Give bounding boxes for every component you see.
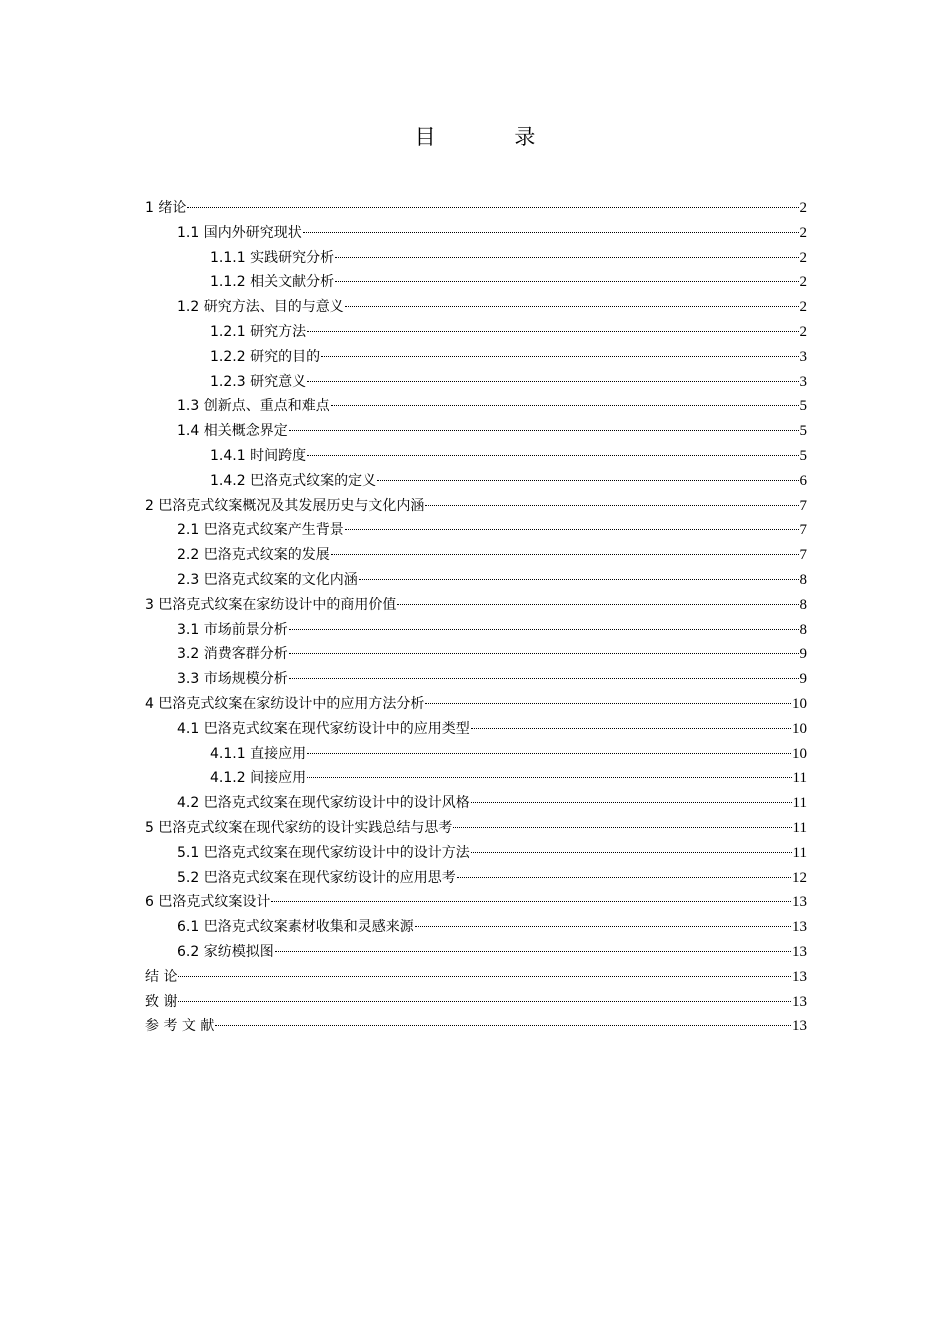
toc-page-number: 10 bbox=[792, 745, 807, 762]
toc-entry-label: 6 巴洛克式纹案设计 bbox=[145, 894, 271, 911]
toc-dot-leader bbox=[307, 331, 798, 332]
toc-dot-leader bbox=[331, 554, 799, 555]
toc-page-number: 11 bbox=[792, 770, 807, 787]
toc-page-number: 13 bbox=[792, 943, 807, 960]
toc-dot-leader bbox=[359, 579, 799, 580]
toc-entry-label: 1.2 研究方法、目的与意义 bbox=[177, 299, 344, 316]
toc-page-number: 13 bbox=[792, 968, 807, 985]
toc-entry[interactable] bbox=[145, 295, 807, 320]
toc-page-number: 5 bbox=[799, 398, 807, 415]
toc-page-number: 7 bbox=[799, 522, 807, 539]
toc-entry-label: 1.2.1 研究方法 bbox=[210, 323, 307, 340]
toc-page-number: 8 bbox=[799, 596, 807, 613]
toc-entry-label: 4.2 巴洛克式纹案在现代家纺设计中的设计风格 bbox=[177, 795, 470, 812]
toc-dot-leader bbox=[307, 381, 798, 382]
toc-entry-label: 2.3 巴洛克式纹案的文化内涵 bbox=[177, 571, 358, 588]
toc-entry[interactable] bbox=[145, 618, 807, 643]
toc-entry[interactable] bbox=[145, 444, 807, 469]
toc-entry-label: 4.1.1 直接应用 bbox=[210, 745, 307, 762]
toc-entry-label: 4.1 巴洛克式纹案在现代家纺设计中的应用类型 bbox=[177, 720, 470, 737]
toc-dot-leader bbox=[303, 232, 799, 233]
toc-page-number: 2 bbox=[799, 249, 807, 266]
toc-entry-label: 1.4.2 巴洛克式纹案的定义 bbox=[210, 472, 377, 489]
toc-dot-leader bbox=[178, 976, 791, 977]
toc-entry-label: 3.2 消费客群分析 bbox=[177, 646, 288, 663]
toc-entry-label: 3.1 市场前景分析 bbox=[177, 621, 288, 638]
toc-page-number: 5 bbox=[799, 447, 807, 464]
toc-entry[interactable] bbox=[145, 791, 807, 816]
toc-entry-label: 1.2.2 研究的目的 bbox=[210, 348, 321, 365]
toc-entry[interactable] bbox=[145, 221, 807, 246]
toc-entry-label: 2.1 巴洛克式纹案产生背景 bbox=[177, 522, 344, 539]
toc-entry[interactable] bbox=[145, 518, 807, 543]
toc-dot-leader bbox=[307, 455, 798, 456]
toc-page-number: 2 bbox=[799, 299, 807, 316]
toc-entry-label: 1.4.1 时间跨度 bbox=[210, 447, 307, 464]
toc-dot-leader bbox=[453, 827, 791, 828]
toc-page-number: 3 bbox=[799, 373, 807, 390]
toc-entry-label: 1.1.1 实践研究分析 bbox=[210, 249, 335, 266]
toc-entry-label: 4 巴洛克式纹案在家纺设计中的应用方法分析 bbox=[145, 695, 425, 712]
toc-dot-leader bbox=[289, 653, 799, 654]
toc-dot-leader bbox=[307, 777, 791, 778]
toc-entry-label: 4.1.2 间接应用 bbox=[210, 770, 307, 787]
toc-page-number: 8 bbox=[799, 621, 807, 638]
toc-dot-leader bbox=[215, 1025, 791, 1026]
toc-page-number: 9 bbox=[799, 646, 807, 663]
toc-entry-label: 6.1 巴洛克式纹案素材收集和灵感来源 bbox=[177, 919, 414, 936]
toc-dot-leader bbox=[187, 207, 798, 208]
toc-entry[interactable] bbox=[145, 915, 807, 940]
toc-entry-label: 致 谢 bbox=[145, 993, 178, 1010]
toc-entry[interactable] bbox=[145, 196, 807, 221]
toc-entry[interactable] bbox=[145, 469, 807, 494]
toc-dot-leader bbox=[457, 877, 791, 878]
toc-dot-leader bbox=[471, 728, 791, 729]
toc-entry-label: 1.3 创新点、重点和难点 bbox=[177, 398, 330, 415]
toc-page-number: 8 bbox=[799, 571, 807, 588]
toc-entry[interactable] bbox=[145, 866, 807, 891]
page-title: 目 录 bbox=[414, 125, 572, 149]
toc-dot-leader bbox=[289, 430, 799, 431]
toc-entry-label: 2.2 巴洛克式纹案的发展 bbox=[177, 547, 330, 564]
toc-entry[interactable] bbox=[145, 816, 807, 841]
toc-page-number: 13 bbox=[792, 993, 807, 1010]
toc-page-number: 12 bbox=[792, 869, 807, 886]
toc-page-number: 7 bbox=[799, 547, 807, 564]
toc-entry[interactable] bbox=[145, 370, 807, 395]
toc-entry-label: 3 巴洛克式纹案在家纺设计中的商用价值 bbox=[145, 596, 397, 613]
toc-dot-leader bbox=[397, 604, 798, 605]
toc-entry[interactable] bbox=[145, 667, 807, 692]
toc-dot-leader bbox=[471, 852, 792, 853]
toc-entry-label: 1.1.2 相关文献分析 bbox=[210, 274, 335, 291]
toc-page-number: 2 bbox=[799, 200, 807, 216]
toc-entry[interactable] bbox=[145, 246, 807, 271]
toc-entry[interactable] bbox=[145, 965, 807, 990]
toc-dot-leader bbox=[289, 678, 799, 679]
toc-entry-label: 结 论 bbox=[145, 968, 178, 985]
toc-page-number: 5 bbox=[799, 423, 807, 440]
toc-entry[interactable] bbox=[145, 1014, 807, 1039]
toc-page-number: 2 bbox=[799, 323, 807, 340]
toc-page-number: 11 bbox=[792, 795, 807, 812]
toc-entry-label: 3.3 市场规模分析 bbox=[177, 671, 288, 688]
toc-dot-leader bbox=[425, 505, 798, 506]
toc-entry[interactable] bbox=[145, 494, 807, 519]
toc-entry-label: 参 考 文 献 bbox=[145, 1018, 215, 1035]
toc-page-number: 13 bbox=[792, 919, 807, 936]
toc-page-number: 11 bbox=[792, 819, 807, 836]
toc-entry[interactable] bbox=[145, 568, 807, 593]
toc-entry[interactable] bbox=[145, 543, 807, 568]
toc-dot-leader bbox=[321, 356, 798, 357]
toc-entry[interactable] bbox=[145, 394, 807, 419]
toc-dot-leader bbox=[307, 753, 791, 754]
table-of-contents bbox=[145, 196, 807, 1039]
toc-entry[interactable] bbox=[145, 890, 807, 915]
toc-entry[interactable] bbox=[145, 642, 807, 667]
toc-entry-label: 1.4 相关概念界定 bbox=[177, 423, 288, 440]
toc-entry-label: 2 巴洛克式纹案概况及其发展历史与文化内涵 bbox=[145, 497, 425, 514]
toc-page-number: 6 bbox=[799, 472, 807, 489]
toc-page-number: 9 bbox=[799, 671, 807, 688]
toc-dot-leader bbox=[345, 529, 799, 530]
toc-dot-leader bbox=[331, 405, 799, 406]
toc-entry[interactable] bbox=[145, 841, 807, 866]
toc-entry-label: 6.2 家纺模拟图 bbox=[177, 943, 274, 960]
toc-dot-leader bbox=[178, 1001, 791, 1002]
toc-entry-label: 5 巴洛克式纹案在现代家纺的设计实践总结与思考 bbox=[145, 819, 453, 836]
toc-dot-leader bbox=[335, 281, 798, 282]
toc-entry-label: 5.1 巴洛克式纹案在现代家纺设计中的设计方法 bbox=[177, 844, 470, 861]
toc-dot-leader bbox=[345, 306, 799, 307]
toc-page-number: 3 bbox=[799, 348, 807, 365]
toc-dot-leader bbox=[415, 926, 791, 927]
toc-page-number: 2 bbox=[799, 224, 807, 241]
toc-entry[interactable] bbox=[145, 940, 807, 965]
toc-page-number: 13 bbox=[792, 894, 807, 911]
toc-dot-leader bbox=[275, 951, 791, 952]
toc-entry[interactable] bbox=[145, 692, 807, 717]
toc-page-number: 7 bbox=[799, 497, 807, 514]
toc-dot-leader bbox=[425, 703, 791, 704]
toc-page-number: 10 bbox=[792, 720, 807, 737]
toc-page-number: 10 bbox=[792, 695, 807, 712]
toc-entry-label: 1.2.3 研究意义 bbox=[210, 373, 307, 390]
toc-dot-leader bbox=[289, 629, 799, 630]
toc-entry[interactable] bbox=[145, 270, 807, 295]
toc-entry[interactable] bbox=[145, 345, 807, 370]
toc-entry[interactable] bbox=[145, 593, 807, 618]
toc-entry-label: 1 绪论 bbox=[145, 200, 187, 216]
toc-dot-leader bbox=[377, 480, 798, 481]
toc-entry[interactable] bbox=[145, 742, 807, 767]
toc-entry[interactable] bbox=[145, 419, 807, 444]
toc-dot-leader bbox=[335, 257, 798, 258]
toc-page-number: 13 bbox=[792, 1018, 807, 1035]
toc-entry[interactable] bbox=[145, 717, 807, 742]
toc-page-number: 2 bbox=[799, 274, 807, 291]
toc-entry-label: 1.1 国内外研究现状 bbox=[177, 224, 302, 241]
toc-entry[interactable] bbox=[145, 320, 807, 345]
toc-entry-label: 5.2 巴洛克式纹案在现代家纺设计的应用思考 bbox=[177, 869, 456, 886]
toc-dot-leader bbox=[471, 802, 792, 803]
toc-entry[interactable] bbox=[145, 990, 807, 1015]
toc-entry[interactable] bbox=[145, 766, 807, 791]
toc-page-number: 11 bbox=[792, 844, 807, 861]
toc-dot-leader bbox=[271, 901, 791, 902]
